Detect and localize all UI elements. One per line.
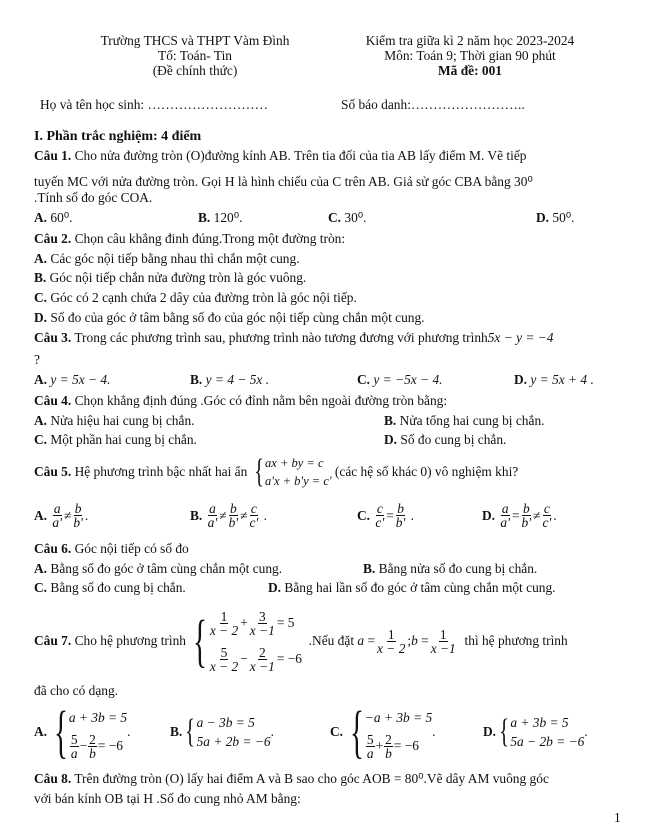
q8-line1: Câu 8. Trên đường tròn (O) lấy hai điểm A và B sao cho góc AOB = 80⁰.Vẽ dây AM vuông góc [34, 771, 549, 786]
q1-option-a[interactable]: A. 60⁰. [34, 210, 73, 225]
exam-code: Mã đề: 001 [438, 63, 502, 78]
q7-option-b[interactable]: B. { a − 3b = 5 5a + 2b = −6 . [170, 713, 274, 750]
q3-stem: Câu 3. Trong các phương trình sau, phương trình nào tương đương với phương trình5x − y = −4 [34, 330, 554, 345]
q5-system: { ax + by = c a'x + b'y = c' [253, 453, 332, 490]
exam-subject: Môn: Toán 9; Thời gian 90 phút [384, 48, 556, 63]
q2-option-a[interactable]: A. Các góc nội tiếp bằng nhau thì chắn một cung. [34, 251, 300, 266]
brace-icon: { [192, 608, 207, 673]
brace-icon: { [499, 713, 510, 750]
q7-option-d[interactable]: D. { a + 3b = 5 5a − 2b = −6 . [483, 713, 588, 750]
q5-option-d[interactable]: D. $\frac{a}{a'}$ = $\frac{b}{b'}$ ≠ $\frac{c}{c'}$ . [482, 501, 557, 530]
q6-option-a[interactable]: A. Bằng số đo góc ở tâm cùng chắn một cung. [34, 561, 283, 576]
q5-option-c[interactable]: C. $\frac{c}{c'}$ = $\frac{b}{b'}$ . [357, 501, 415, 530]
q5-stem: Câu 5. Hệ phương trình bậc nhất hai ẩn { ax + by = c a'x + b'y = c' (các hệ số khác 0) vô nghiệm khi? [34, 453, 519, 490]
q2-option-c[interactable]: C. Góc có 2 cạnh chứa 2 dây của đường tròn là góc nội tiếp. [34, 290, 357, 305]
school-name: Trường THCS và THPT Vàm Đình [100, 33, 290, 48]
q3-qmark: ? [34, 352, 40, 367]
student-id-field: Số báo danh:…………………….. [341, 97, 525, 112]
brace-icon: { [53, 699, 68, 764]
q1-line3: .Tính số đo góc COA. [34, 190, 153, 205]
brace-icon: { [185, 713, 196, 750]
q7-option-c[interactable]: C. { −a + 3b = 5 $\frac{5}{a}$ + $\frac{2}{b}$ = −6 . [330, 699, 436, 764]
q6-option-c[interactable]: C. Bằng số đo cung bị chắn. [34, 580, 186, 595]
q8-line2: với bán kính OB tại H .Số đo cung nhỏ AM bằng: [34, 791, 301, 806]
q1-option-d[interactable]: D. 50⁰. [536, 210, 575, 225]
q5-option-a[interactable]: A. $\frac{a}{a'}$ ≠ $\frac{b}{b'}$ . [34, 501, 89, 530]
q1-label: Câu 1. [34, 148, 72, 163]
q3-option-d[interactable]: D. y = 5x + 4 . [514, 372, 594, 387]
q3-option-a[interactable]: A. y = 5x − 4. [34, 372, 111, 387]
q4-option-c[interactable]: C. Một phần hai cung bị chắn. [34, 432, 197, 447]
q1-line2: tuyến MC với nửa đường tròn. Gọi H là hình chiếu của C trên AB. Giả sử góc CBA bằng 30⁰ [34, 174, 533, 189]
q1-option-c[interactable]: C. 30⁰. [328, 210, 367, 225]
q4-stem: Câu 4. Chọn khẳng định đúng .Góc có đỉnh nằm bên ngoài đường tròn bằng: [34, 393, 448, 408]
q7-system: { $\frac{1}{x - 2}$ + $\frac{3}{x -1}$ = 5 $\frac{5}{x - 2}$ − $\frac{2}{x -1}$ = −6 [192, 608, 302, 674]
q1-line1: Câu 1. Cho nửa đường tròn (O)đường kính AB. Trên tia đối của tia AB lấy điểm M. Vẽ tiếp [34, 148, 527, 163]
q1-option-b[interactable]: B. 120⁰. [198, 210, 243, 225]
page-number: 1 [614, 810, 621, 825]
q5-option-b[interactable]: B. $\frac{a}{a'}$ ≠ $\frac{b}{b'}$ ≠ $\frac{c}{c'}$ . [190, 501, 267, 530]
q3-option-b[interactable]: B. y = 4 − 5x . [190, 372, 270, 387]
q4-option-d[interactable]: D. Số đo cung bị chắn. [384, 432, 507, 447]
q2-option-b[interactable]: B. Góc nội tiếp chắn nửa đường tròn là góc vuông. [34, 270, 307, 285]
q3-option-c[interactable]: C. y = −5x − 4. [357, 372, 443, 387]
q3-equation: 5x − y = −4 [487, 330, 554, 345]
q6-option-b[interactable]: B. Bằng nửa số đo cung bị chắn. [363, 561, 538, 576]
section-title: I. Phần trắc nghiệm: 4 điểm [34, 129, 202, 144]
q2-stem: Câu 2. Chọn câu khẳng đinh đúng.Trong một đường tròn: [34, 231, 346, 246]
q6-option-d[interactable]: D. Bằng hai lần số đo góc ở tâm cùng chắn một cung. [268, 580, 556, 595]
q4-option-a[interactable]: A. Nửa hiệu hai cung bị chắn. [34, 413, 195, 428]
department: Tổ: Toán- Tin [158, 48, 232, 63]
q2-option-d[interactable]: D. Số đo của góc ở tâm bằng số đo của góc nội tiếp cùng chắn một cung. [34, 310, 425, 325]
q7-line2: đã cho có dạng. [34, 683, 119, 698]
exam-title: Kiểm tra giữa kì 2 năm học 2023-2024 [365, 33, 575, 48]
brace-icon: { [253, 453, 264, 490]
q6-stem: Câu 6. Góc nội tiếp có số đo [34, 541, 189, 556]
q7-stem: Câu 7. Cho hệ phương trình { $\frac{1}{x - 2}$ + $\frac{3}{x -1}$ = 5 $\frac{5}{x - 2}$ − $\frac{2}{x -1}$ = −6 .Nếu đặt a = $\frac{1}{x - 2}$ ; b = $\frac{1}{x -1}$ thì hệ phương trình [34, 603, 568, 679]
q7-option-a[interactable]: A. { a + 3b = 5 $\frac{5}{a}$ − $\frac{2}{b}$ = −6 . [34, 699, 131, 764]
student-name-field: Họ và tên học sinh: ……………………… [40, 97, 268, 112]
official-label: (Đề chính thức) [152, 63, 238, 78]
q4-option-b[interactable]: B. Nửa tổng hai cung bị chắn. [384, 413, 545, 428]
brace-icon: { [349, 699, 364, 764]
